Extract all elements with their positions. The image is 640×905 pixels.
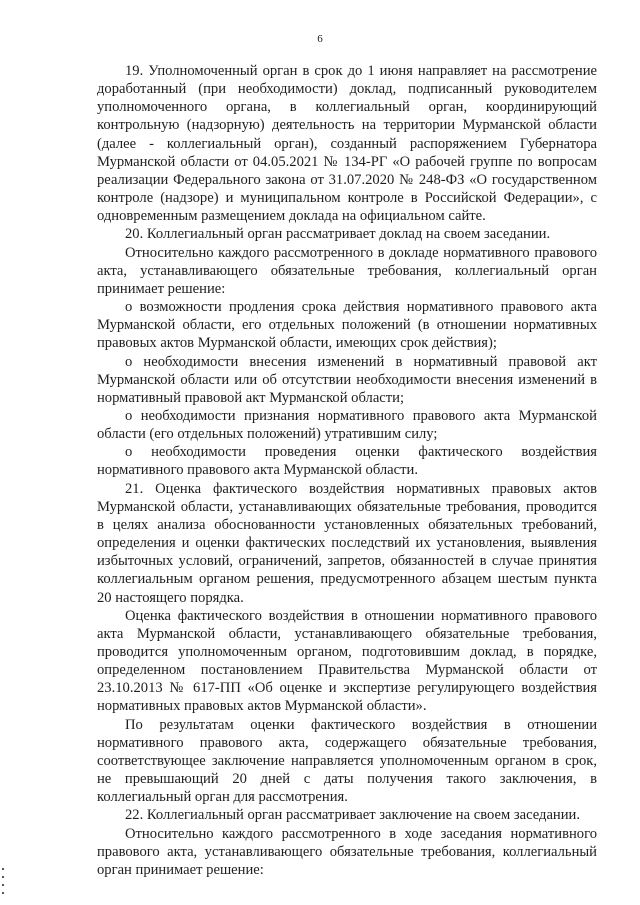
paragraph-21-results: По результатам оценки фактического воздействия в отношении нормативного правового акта, содержащего обязательные требования, соответствующее заключение направляется уполномоченным органом в срок, не превышающий 20 дней с даты получения такого заключения, в коллегиальный орган для рассмотрения.	[97, 716, 597, 806]
document-body	[97, 62, 597, 879]
decision-item-amendment: о необходимости внесения изменений в нормативный правовой акт Мурманской области или об отсутствии необходимости внесения изменений в нормативный правовой акт Мурманской области;	[97, 353, 597, 406]
scan-artifact	[2, 892, 4, 894]
paragraph-22: 22. Коллегиальный орган рассматривает заключение на своем заседании.	[125, 807, 581, 824]
scan-artifact	[2, 884, 4, 886]
paragraph-21: 21. Оценка фактического воздействия нормативных правовых актов Мурманской области, устанавливающих обязательные требования, проводится в целях анализа обоснованности установленных обязательных требований, определения и оценки фактических последствий их установления, выявления избыточных условий, ограничений, запретов, обязанностей в случае принятия коллегиальным органом решения, предусмотренного абзацем шестым пункта 20 настоящего порядка.	[97, 480, 597, 606]
decision-item-repeal: о необходимости признания нормативного правового акта Мурманской области (его отдельных положений) утратившим силу;	[97, 407, 597, 443]
paragraph-20: 20. Коллегиальный орган рассматривает доклад на своем заседании.	[125, 226, 551, 243]
decision-item-extension: о возможности продления срока действия нормативного правового акта Мурманской области, его отдельных положений (в отношении нормативных правовых актов Мурманской области, имеющих срок действия);	[97, 299, 597, 352]
paragraph-20-decision-intro: Относительно каждого рассмотренного в докладе нормативного правового акта, устанавливающего обязательные требования, коллегиальный орган принимает решение:	[97, 244, 597, 297]
paragraph-21-procedure: Оценка фактического воздействия в отношении нормативного правового акта Мурманской области, устанавливающего обязательные требования, проводится уполномоченным органом, подготовившим доклад, в порядке, определенном постановлением Правительства Мурманской области от 23.10.2013 № 617-ПП «Об оценке и экспертизе регулирующего воздействия нормативных правовых актов Мурманской области».	[97, 607, 597, 715]
paragraph-19: 19. Уполномоченный орган в срок до 1 июня направляет на рассмотрение доработанный (при необходимости) доклад, подписанный руководителем уполномоченного органа, в коллегиальный орган, координирующий контрольную (надзорную) деятельность на территории Мурманской области (далее - коллегиальный орган), созданный распоряжением Губернатора Мурманской области от 04.05.2021 № 134-РГ «О рабочей группе по вопросам реализации Федерального закона от 31.07.2020 № 248-ФЗ «О государственном контроле (надзоре) и муниципальном контроле в Российской Федерации», с одновременным размещением доклада на официальном сайте.	[97, 63, 597, 225]
decision-item-impact-assessment: о необходимости проведения оценки фактического воздействия нормативного правового акта Мурманской области.	[97, 444, 597, 479]
scan-artifact	[2, 868, 4, 870]
scan-artifact	[2, 876, 4, 878]
page-number: 6	[317, 33, 323, 45]
paragraph-22-decision-intro: Относительно каждого рассмотренного в ходе заседания нормативного правового акта, устанавливающего обязательные требования, коллегиальный орган принимает решение:	[97, 825, 597, 878]
